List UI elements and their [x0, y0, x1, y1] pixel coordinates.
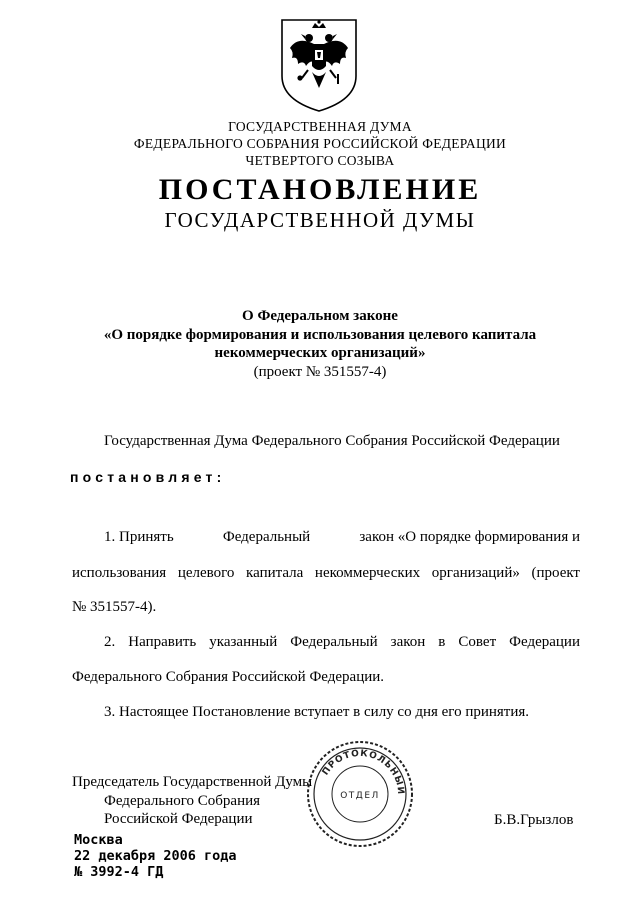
item-1-line-3: № 351557-4). — [72, 599, 157, 615]
item-2-line-1: 2. Направить указанный Федеральный закон в Совет Федерации — [104, 634, 580, 650]
item-1-part-b: Федеральный — [222, 529, 311, 545]
stamp-ring-text: ПРОТОКОЛЬНЫЙ — [320, 748, 406, 796]
resolves-word: постановляет: — [70, 469, 226, 485]
subject-project-number: (проект № 351557-4) — [253, 363, 387, 380]
document-number: № 3992-4 ГД — [74, 864, 164, 880]
item-1-part-a: 1. Принять — [104, 529, 174, 545]
signatory-title-2: Федерального Собрания — [104, 793, 261, 809]
issuer-line-3: ЧЕТВЕРТОГО СОЗЫВА — [245, 153, 395, 168]
subject-line-1: О Федеральном законе — [242, 308, 398, 324]
signatory-name: Б.В.Грызлов — [494, 812, 574, 828]
item-3: 3. Настоящее Постановление вступает в силу со дня его принятия. — [104, 704, 530, 720]
intro-paragraph: Государственная Дума Федерального Собрания Российской Федерации — [104, 433, 560, 449]
place-of-signing: Москва — [74, 832, 123, 848]
coat-of-arms-emblem — [274, 14, 364, 114]
signatory-title-3: Российской Федерации — [104, 811, 253, 827]
issuer-line-1: ГОСУДАРСТВЕННАЯ ДУМА — [228, 119, 412, 134]
document-type-title: ПОСТАНОВЛЕНИЕ — [158, 173, 482, 206]
signatory-title-1: Председатель Государственной Думы — [72, 774, 313, 790]
subject-line-3: некоммерческих организаций» — [214, 345, 426, 361]
item-1-line-2: использования целевого капитала некоммерческих организаций» (проект — [72, 565, 580, 581]
stamp-center-text: ОТДЕЛ — [340, 791, 380, 801]
item-1-part-c: закон «О порядке формирования и — [359, 529, 580, 545]
document-subject — [0, 307, 640, 381]
document-type-subtitle: ГОСУДАРСТВЕННОЙ ДУМЫ — [164, 208, 476, 232]
item-1-line-1 — [104, 528, 580, 546]
date-of-signing: 22 декабря 2006 года — [74, 848, 237, 864]
item-2-line-2: Федерального Собрания Российской Федерации. — [72, 669, 385, 685]
issuer-line-2: ФЕДЕРАЛЬНОГО СОБРАНИЯ РОССИЙСКОЙ ФЕДЕРАЦИИ — [133, 136, 507, 151]
round-seal-stamp — [304, 738, 416, 850]
subject-line-2: «О порядке формирования и использования целевого капитала — [103, 326, 537, 343]
